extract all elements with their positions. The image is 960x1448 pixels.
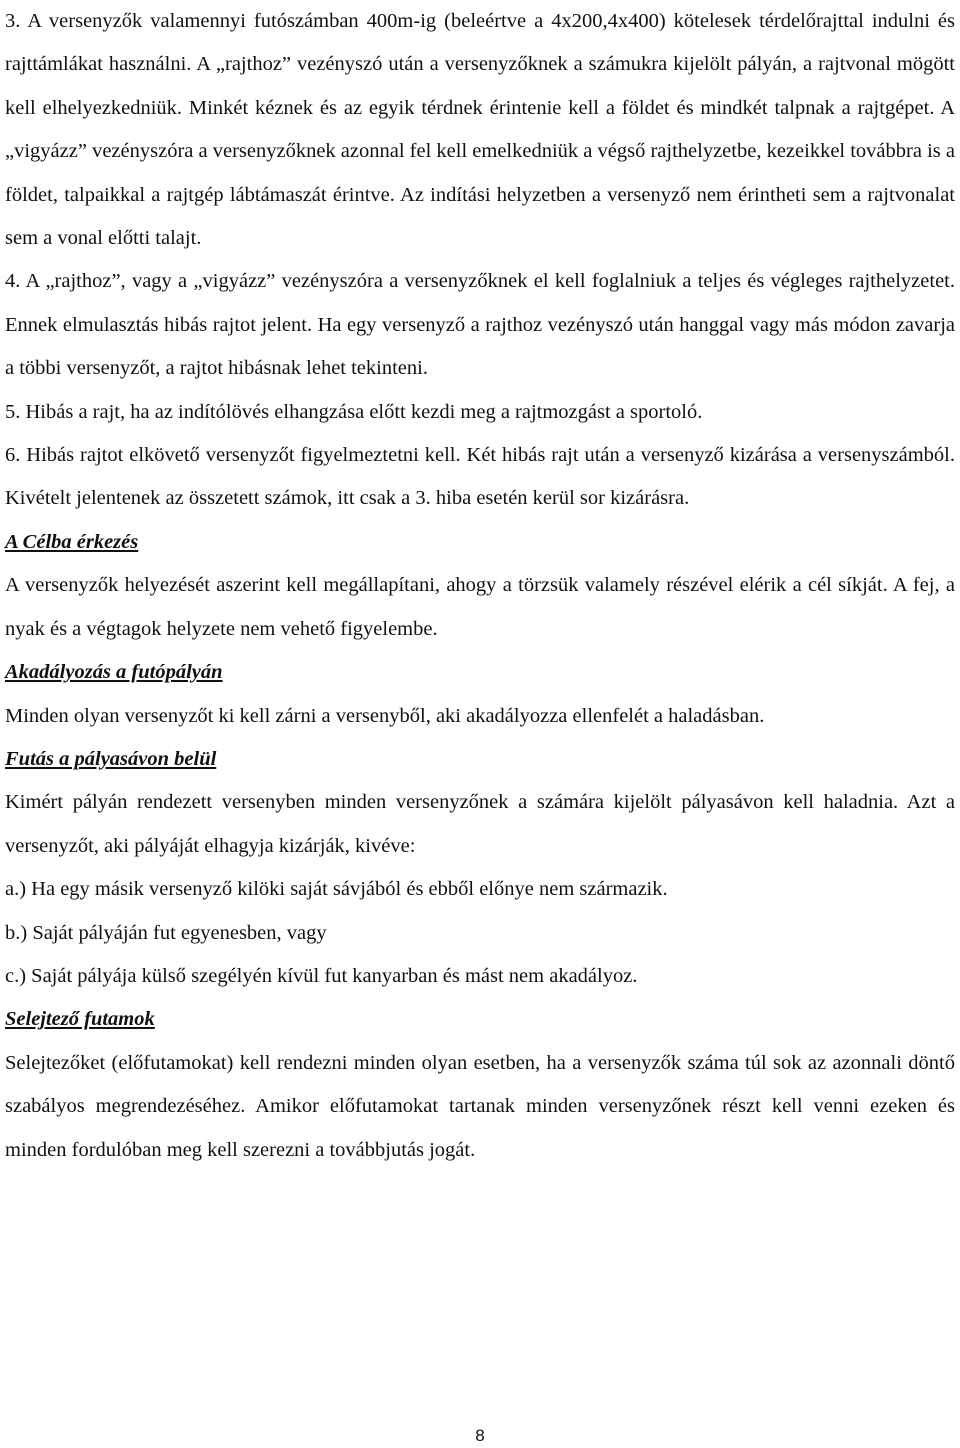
paragraph-lane-running: Kimért pályán rendezett versenyben minden versenyzőnek a számára kijelölt pályasávon kell haladnia. Azt a versenyzőt, aki pályáját elhagyja kizárják, kivéve: [5,791,955,857]
list-item-a: a.) Ha egy másik versenyző kilöki saját sávjából és ebből előnye nem származik. [5,878,668,901]
heading-heats: Selejtező futamok [5,1008,155,1031]
list-item-c: c.) Saját pályája külső szegélyén kívül fut kanyarban és mást nem akadályoz. [5,964,638,987]
heading-obstruction: Akadályozás a futópályán [5,661,223,684]
paragraph-false-start-definition: 5. Hibás a rajt, ha az indítólövés elhangzása előtt kezdi meg a rajtmozgást a sportoló. [5,400,703,423]
page-number: 8 [475,1426,485,1445]
paragraph-finish: A versenyzők helyezését aszerint kell megállapítani, ahogy a törzsük valamely részével elérik a cél síkját. A fej, a nyak és a végtagok helyzete nem vehető figyelembe. [5,574,955,640]
document-body [5,0,955,1172]
paragraph-start-rules: 3. A versenyzők valamennyi futószámban 400m-ig (beleértve a 4x200,4x400) kötelesek térdelőrajttal indulni és rajttámlákat használni. A „rajthoz” vezényszó után a versenyzőknek a számukra kijelölt pályán, a rajtvonal mögött kell elhelyezkedniük. Minkét kéznek és az egyik térdnek érintenie kell a földet és mindkét talpnak a rajtgépet. A „vigyázz” vezényszóra a versenyzőknek azonnal fel kell emelkedniük a végső rajthelyzetbe, kezeikkel továbbra is a földet, talpaikkal a rajtgép lábtámaszát érintve. Az indítási helyzetben a versenyző nem érintheti sem a rajtvonalat sem a vonal előtti talajt. [5,10,955,250]
paragraph-false-start-penalty: 6. Hibás rajtot elkövető versenyzőt figyelmeztetni kell. Két hibás rajt után a versenyző kizárása a versenyszámból. Kivételt jelentenek az összetett számok, itt csak a 3. hiba esetén kerül sor kizárásra. [5,444,955,510]
paragraph-start-position: 4. A „rajthoz”, vagy a „vigyázz” vezényszóra a versenyzőknek el kell foglalniuk a teljes és végleges rajthelyzetet. Ennek elmulasztás hibás rajtot jelent. Ha egy versenyző a rajthoz vezényszó után hanggal vagy más módon zavarja a többi versenyzőt, a rajtot hibásnak lehet tekinteni. [5,270,955,380]
heading-lane-running: Futás a pályasávon belül [5,747,217,770]
list-item-b: b.) Saját pályáján fut egyenesben, vagy [5,921,327,944]
heading-finish: A Célba érkezés [5,530,139,553]
paragraph-obstruction: Minden olyan versenyzőt ki kell zárni a versenyből, aki akadályozza ellenfelét a haladásban. [5,704,765,727]
paragraph-heats: Selejtezőket (előfutamokat) kell rendezni minden olyan esetben, ha a versenyzők száma túl sok az azonnali döntő szabályos megrendezéséhez. Amikor előfutamokat tartanak minden versenyzőnek részt kell venni ezeken és minden fordulóban meg kell szerezni a továbbjutás jogát. [5,1051,955,1161]
